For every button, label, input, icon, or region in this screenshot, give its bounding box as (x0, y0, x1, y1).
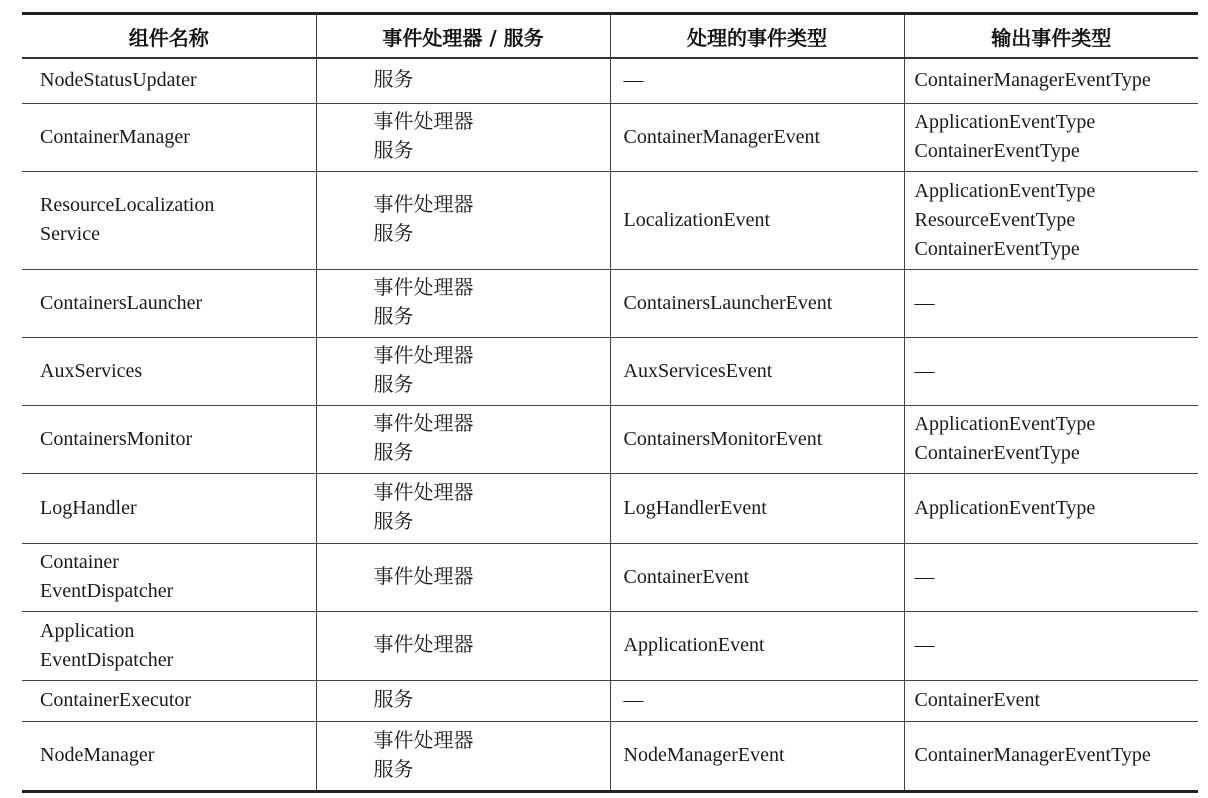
header-row (22, 14, 1198, 59)
output-event-cell (904, 337, 1198, 405)
component-name-cell (22, 405, 316, 473)
table-row (22, 473, 1198, 543)
cell-text-line: ContainerEventType (914, 237, 1080, 260)
output-event-cell (904, 58, 1198, 103)
cell-text-line: NodeStatusUpdater (40, 69, 197, 92)
cell-text-line: ApplicationEventType (914, 413, 1096, 435)
handler-service-cell (316, 103, 610, 171)
component-name-cell (22, 269, 316, 337)
cell-text-line: ContainerManagerEventType (914, 744, 1151, 766)
cell-text-line: ResourceLocalization (40, 194, 215, 216)
cell-text-line: — (914, 634, 935, 656)
cell-text-line: ContainerEvent (914, 689, 1041, 711)
component-name-cell (22, 337, 316, 405)
cell-text-line: Container (40, 551, 119, 573)
table-row (22, 103, 1198, 171)
cell-text-line: 事件处理器 (373, 482, 474, 504)
table-row (22, 337, 1198, 405)
table-row (22, 405, 1198, 473)
cell-text-line: ContainersMonitor (40, 427, 193, 450)
cell-text-line: — (914, 359, 935, 382)
cell-text-line: 服务 (373, 758, 414, 781)
output-event-cell (904, 543, 1198, 611)
table-row (22, 611, 1198, 680)
output-event-cell (904, 405, 1198, 473)
cell-text-line: LogHandler (40, 496, 137, 519)
cell-text-line: ContainerEvent (623, 565, 750, 588)
table-row (22, 171, 1198, 269)
cell-text-line: ContainerEventType (914, 140, 1080, 162)
cell-text-line: 事件处理器 (373, 729, 474, 752)
cell-text-line: ContainersLauncherEvent (623, 291, 833, 314)
cell-text-line: LogHandlerEvent (623, 496, 767, 519)
cell-text-line: — (623, 689, 644, 711)
cell-text-line: 服务 (373, 69, 414, 92)
cell-text-line: 事件处理器 (373, 194, 474, 216)
cell-text-line: ContainersMonitorEvent (623, 427, 823, 450)
cell-text-line: ContainerManager (40, 125, 190, 148)
cell-text-line: AuxServices (40, 359, 143, 382)
header-output-event-type: 输出事件类型 (904, 14, 1198, 59)
cell-text-line: 服务 (373, 306, 414, 328)
cell-text-line: 事件处理器 (373, 111, 474, 133)
handler-service-cell (316, 611, 610, 680)
cell-text-line: Service (40, 223, 100, 245)
component-name-cell (22, 680, 316, 721)
cell-text-line: 服务 (373, 374, 414, 396)
cell-text-line: 服务 (373, 223, 414, 245)
cell-text-line: 事件处理器 (373, 413, 474, 435)
cell-text-line: 服务 (373, 442, 414, 464)
cell-text-line: ResourceEventType (914, 208, 1076, 231)
handler-service-cell (316, 405, 610, 473)
handled-event-cell (610, 405, 904, 473)
output-event-cell (904, 473, 1198, 543)
handler-service-cell (316, 269, 610, 337)
handled-event-cell (610, 680, 904, 721)
table-row (22, 269, 1198, 337)
handler-service-cell (316, 680, 610, 721)
cell-text-line: 事件处理器 (373, 277, 474, 299)
cell-text-line: 事件处理器 (373, 634, 474, 656)
table-body (22, 58, 1198, 791)
handler-service-cell (316, 543, 610, 611)
component-name-cell (22, 473, 316, 543)
cell-text-line: ApplicationEventType (914, 111, 1096, 133)
cell-text-line: NodeManager (40, 744, 155, 766)
output-event-cell (904, 611, 1198, 680)
component-name-cell (22, 543, 316, 611)
handled-event-cell (610, 543, 904, 611)
handled-event-cell (610, 721, 904, 791)
table-row (22, 721, 1198, 791)
output-event-cell (904, 103, 1198, 171)
component-name-cell (22, 171, 316, 269)
cell-text-line: EventDispatcher (40, 580, 174, 602)
output-event-cell (904, 721, 1198, 791)
table-row (22, 543, 1198, 611)
handled-event-cell (610, 611, 904, 680)
component-name-cell (22, 611, 316, 680)
cell-text-line: EventDispatcher (40, 648, 174, 671)
cell-text-line: ApplicationEventType (914, 179, 1096, 202)
handled-event-cell (610, 58, 904, 103)
handled-event-cell (610, 269, 904, 337)
output-event-cell (904, 680, 1198, 721)
handler-service-cell (316, 171, 610, 269)
header-component-name: 组件名称 (22, 14, 316, 59)
table-row (22, 680, 1198, 721)
component-name-cell (22, 103, 316, 171)
header-handler-service: 事件处理器 / 服务 (316, 14, 610, 59)
cell-text-line: ContainerExecutor (40, 689, 192, 711)
cell-text-line: — (914, 291, 935, 314)
component-name-cell (22, 58, 316, 103)
cell-text-line: 服务 (373, 140, 414, 162)
cell-text-line: 事件处理器 (373, 345, 474, 367)
cell-text-line: ContainerEventType (914, 442, 1080, 464)
handler-service-cell (316, 721, 610, 791)
component-name-cell (22, 721, 316, 791)
handler-service-cell (316, 58, 610, 103)
cell-text-line: 事件处理器 (373, 565, 474, 588)
output-event-cell (904, 171, 1198, 269)
cell-text-line: ContainersLauncher (40, 291, 203, 314)
cell-text-line: ContainerManagerEvent (623, 125, 821, 148)
header-handled-event-type: 处理的事件类型 (610, 14, 904, 59)
cell-text-line: LocalizationEvent (623, 208, 771, 231)
cell-text-line: ApplicationEvent (623, 634, 765, 656)
handled-event-cell (610, 473, 904, 543)
cell-text-line: Application (40, 619, 135, 642)
cell-text-line: AuxServicesEvent (623, 359, 773, 382)
handled-event-cell (610, 171, 904, 269)
component-event-table (22, 12, 1198, 793)
cell-text-line: NodeManagerEvent (623, 744, 785, 766)
cell-text-line: — (623, 69, 644, 92)
handled-event-cell (610, 337, 904, 405)
table-row (22, 58, 1198, 103)
cell-text-line: 服务 (373, 511, 414, 533)
output-event-cell (904, 269, 1198, 337)
cell-text-line: — (914, 565, 935, 588)
cell-text-line: ApplicationEventType (914, 496, 1096, 519)
handler-service-cell (316, 337, 610, 405)
handled-event-cell (610, 103, 904, 171)
cell-text-line: ContainerManagerEventType (914, 69, 1151, 92)
cell-text-line: 服务 (373, 689, 414, 711)
handler-service-cell (316, 473, 610, 543)
